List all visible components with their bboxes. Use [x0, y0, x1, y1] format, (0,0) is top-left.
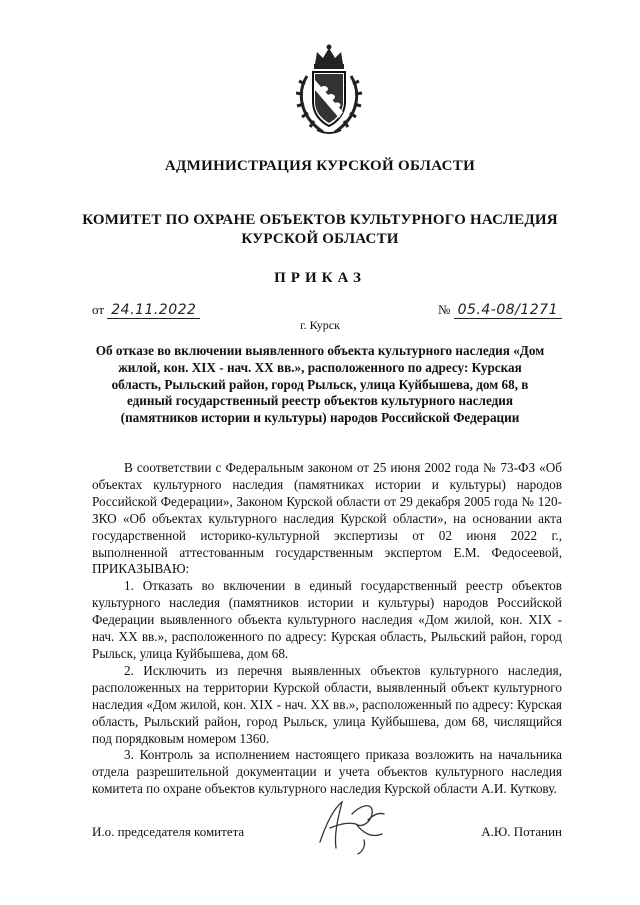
administration-title: АДМИНИСТРАЦИЯ КУРСКОЙ ОБЛАСТИ: [164, 158, 476, 174]
number-value: 05.4-08/1271: [454, 302, 562, 319]
document-number: [438, 302, 562, 318]
preamble: В соответствии с Федеральным законом от 25 июня 2002 года № 73-ФЗ «Об объектах культурного наследия (памятниках истории и культуры) народов Российской Федерации», Законом Курской области от 29 декабря 2005 года № 120-ЗКО «Об объектах культурного наследия Курской области», на основании акта государственной историко-культурной экспертизы от 02 июня 2022 г., выполненной аттестованным государственным экспертом Е.М. Федосеевой, ПРИКАЗЫВАЮ:: [92, 460, 562, 577]
order-item-3: 3. Контроль за исполнением настоящего приказа возложить на начальника отдела разрешительной документации и учета объектов культурного наследия комитета по охране объектов культурного наследия Курской области А.И. Куткову.: [92, 747, 562, 797]
order-title: Об отказе во включении выявленного объекта культурного наследия «Дом жилой, кон. XIX - нач. XX вв.», расположенного по адресу: Курская область, Рыльский район, город Рыльск, улица Куйбышева, дом 68, в единый государственный реестр объектов культурного наследия (памятников истории и культуры) народов Российской Федерации: [95, 343, 545, 426]
order-item-2: 2. Исключить из перечня выявленных объектов культурного наследия, расположенных на территории Курской области, выявленный объект культурного наследия «Дом жилой, кон. XIX - нач. XX вв.», расположенный по адресу: Курская область, Рыльский район, город Рыльск, улица Куйбышева, дом 68, числящийся под порядковым номером 1360.: [92, 662, 562, 746]
document-type: ПРИКАЗ: [274, 270, 366, 286]
number-prefix: №: [437, 302, 451, 317]
committee-title-line2: КУРСКОЙ ОБЛАСТИ: [241, 231, 399, 247]
signature-block: [92, 820, 562, 880]
date-value: 24.11.2022: [107, 302, 200, 319]
order-item-1: 1. Отказать во включении в единый государственный реестр объектов культурного наследия (памятников истории и культуры) народов Российской Федерации выявленного объекта культурного наследия «Дом жилой, кон. XIX - нач. XX вв.», расположенного по адресу: Курская область, Рыльский район, город Рыльск, улица Куйбышева, дом 68.: [92, 578, 562, 661]
date-prefix: от: [92, 302, 105, 317]
kursk-coat-of-arms-icon: [293, 42, 365, 138]
committee-title: [0, 211, 640, 249]
signer-name: А.Ю. Потанин: [481, 824, 562, 839]
committee-title-line1: КОМИТЕТ ПО ОХРАНЕ ОБЪЕКТОВ КУЛЬТУРНОГО НАСЛЕДИЯ: [82, 212, 558, 228]
city: г. Курск: [300, 318, 340, 332]
document-date: [92, 302, 200, 318]
order-body: [92, 460, 562, 798]
signer-position: И.о. председателя комитета: [92, 824, 245, 839]
handwritten-signature-icon: [312, 794, 392, 856]
